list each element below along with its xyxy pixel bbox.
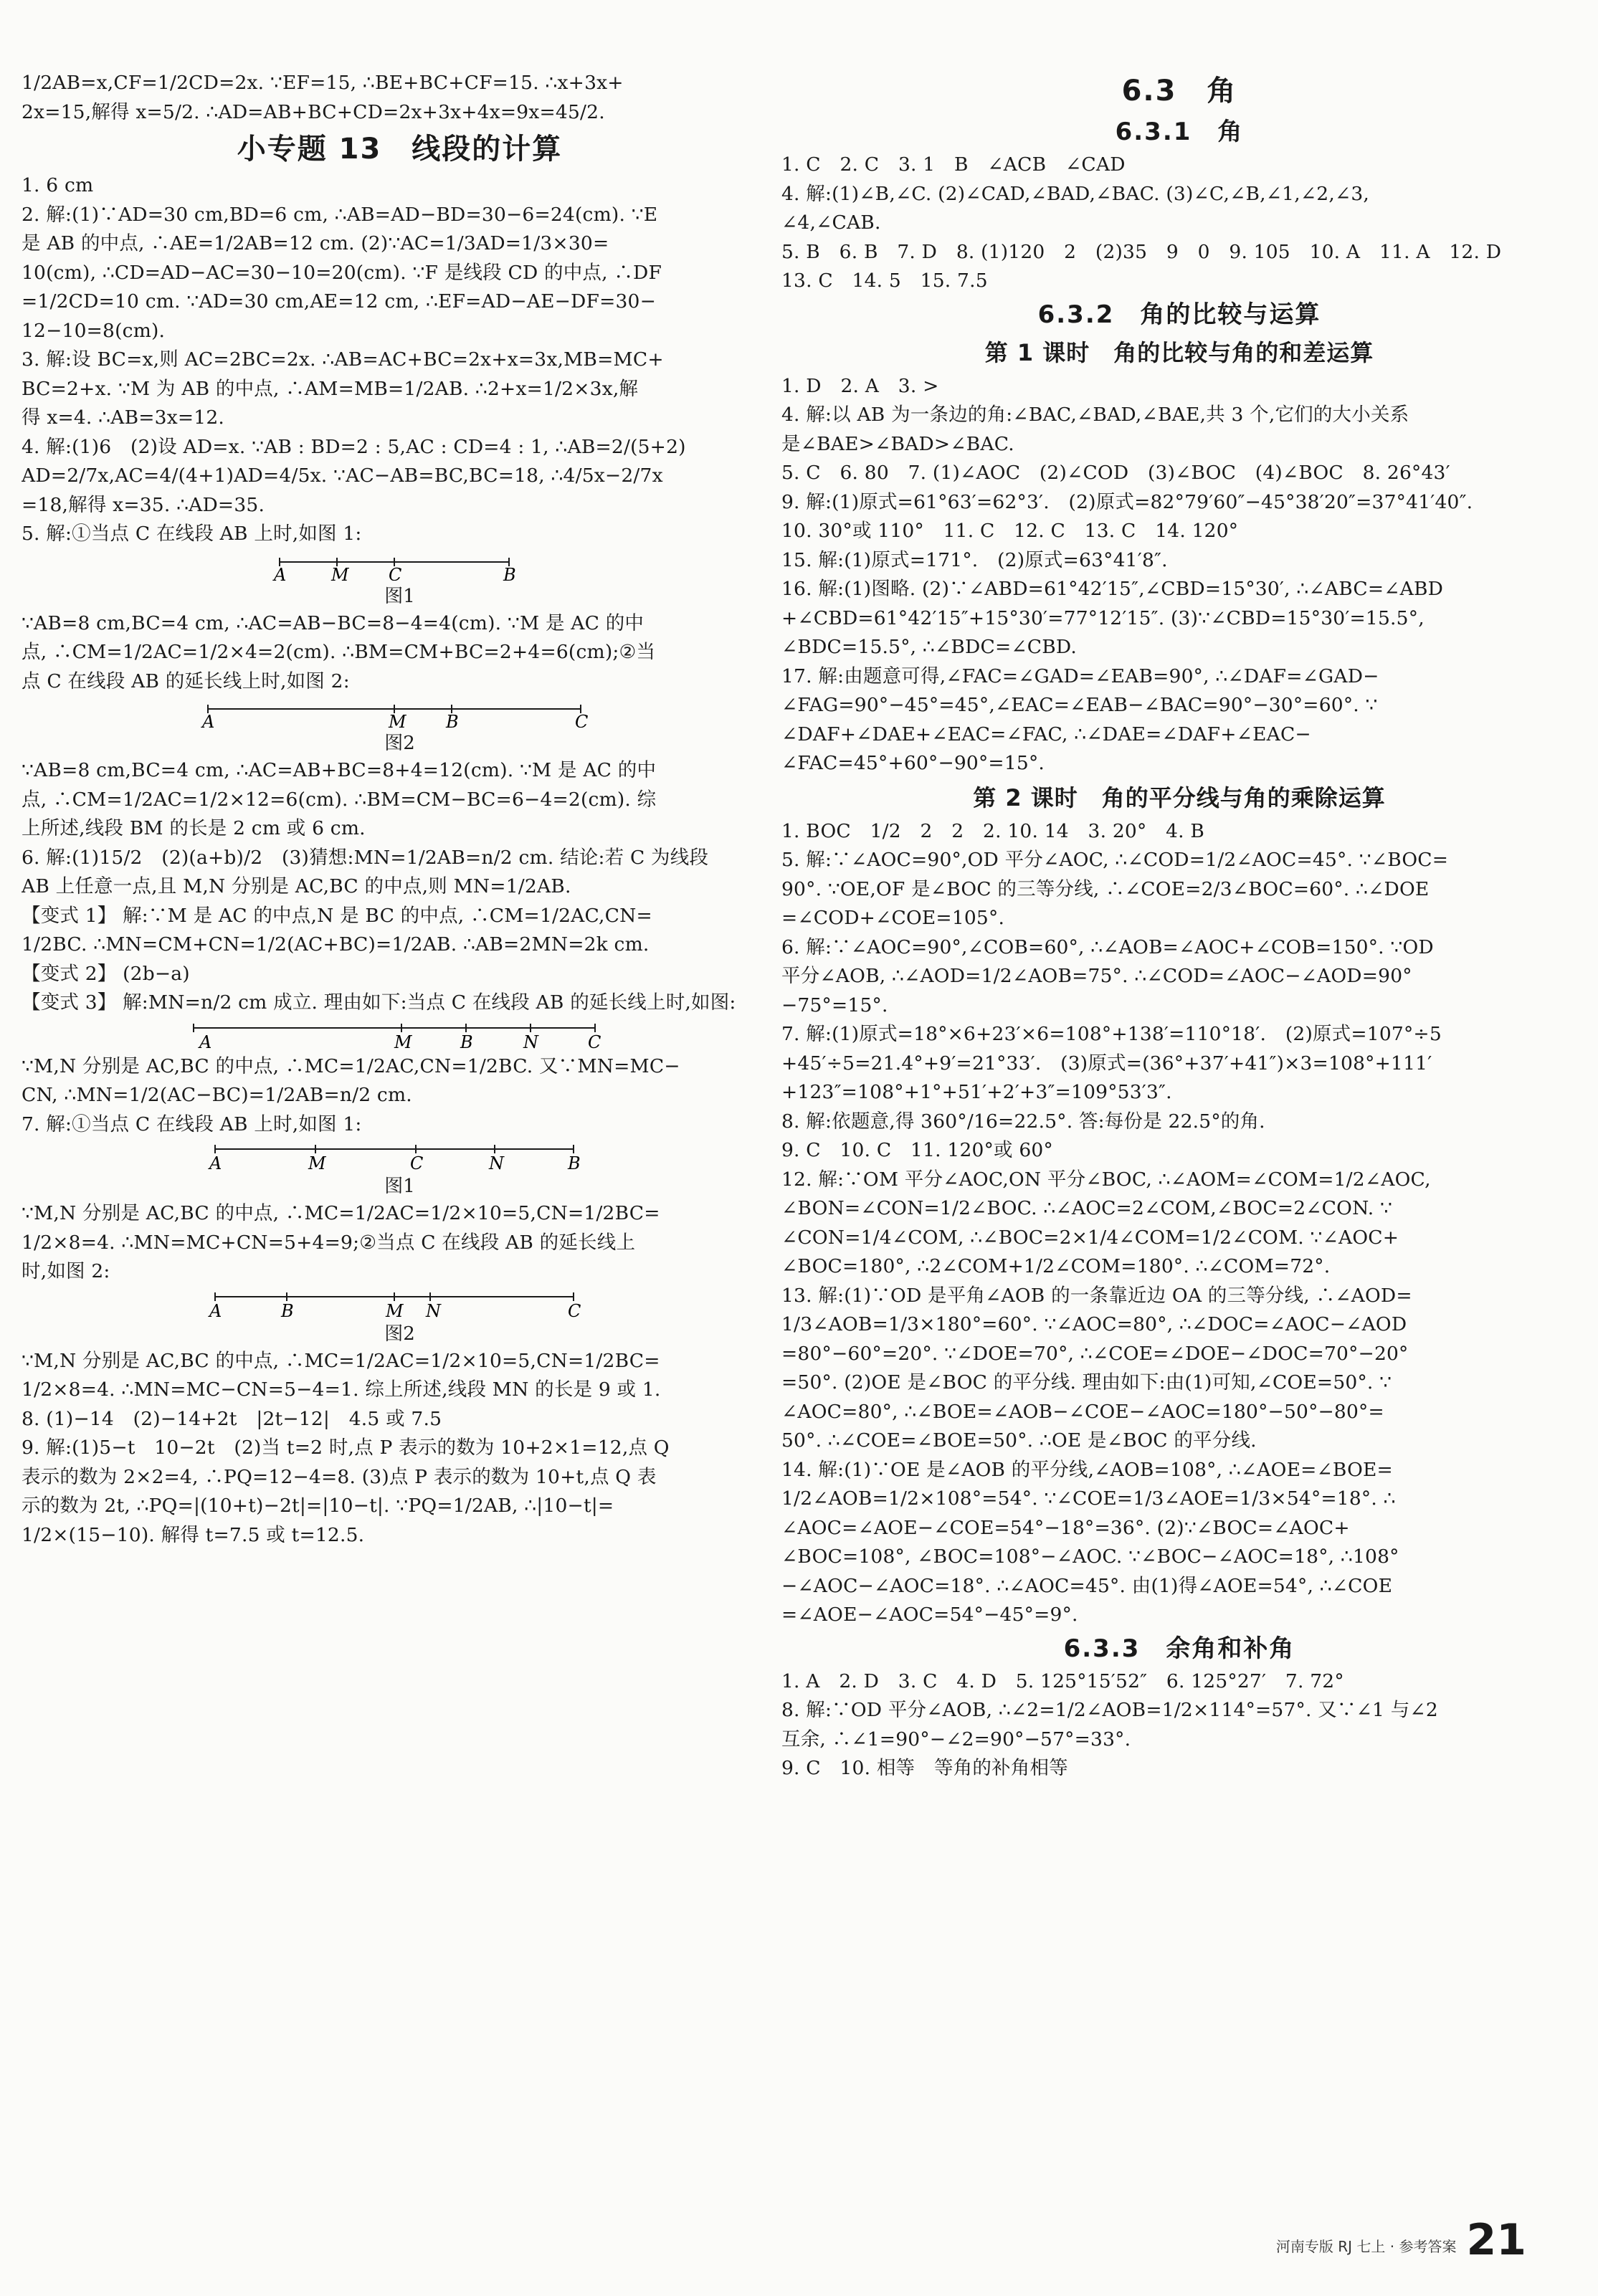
text-line: 是 AB 的中点, ∴AE=1/2AB=12 cm. (2)∵AC=1/3AD=1/3×30=: [22, 232, 609, 254]
point-label: M: [389, 712, 406, 728]
text-line: 【变式 1】 解:∵M 是 AC 的中点,N 是 BC 的中点, ∴CM=1/2AC,CN=: [22, 904, 652, 927]
text-line: 示的数为 2t, ∴PQ=|(10+t)−2t|=|10−t|. ∵PQ=1/2AB, ∴|10−t|=: [22, 1495, 614, 1517]
point-label: B: [568, 1153, 581, 1171]
text-line: 5. 解:∵∠AOC=90°,OD 平分∠AOC, ∴∠COD=1/2∠AOC=45°. ∵∠BOC=: [781, 849, 1449, 871]
text-line: 3. 解:设 BC=x,则 AC=2BC=2x. ∴AB=AC+BC=2x+x=3x,MB=MC+: [22, 348, 664, 371]
point-label: C: [568, 1300, 581, 1318]
lesson-title-1: 第 1 课时 角的比较与角的和差运算: [984, 338, 1374, 366]
text-line: 4. 解:(1)6 (2)设 AD=x. ∵AB : BD=2 : 5,AC : CD=4 : 1, ∴AB=2/(5+2): [22, 435, 686, 458]
text-line: 10(cm), ∴CD=AD−AC=30−10=20(cm). ∵F 是线段 CD 的中点, ∴DF: [22, 261, 662, 284]
answers-block-2: [22, 609, 778, 697]
text-line: 8. (1)−14 (2)−14+2t |2t−12| 4.5 或 7.5: [22, 1407, 442, 1430]
point-label: B: [460, 1032, 473, 1049]
text-line: ∠CON=1/4∠COM, ∴∠BOC=2×1/4∠COM=1/2∠COM. ∵∠AOC+: [781, 1226, 1399, 1249]
answers-block-6: [22, 1347, 778, 1550]
text-line: 1/2×(15−10). 解得 t=7.5 或 t=12.5.: [22, 1523, 365, 1546]
text-line: ∵M,N 分别是 AC,BC 的中点, ∴MC=1/2AC,CN=1/2BC. 又∵MN=MC−: [22, 1054, 680, 1077]
text-line: 表示的数为 2×2=4, ∴PQ=12−4=8. (3)点 P 表示的数为 10+t,点 Q 表: [22, 1465, 657, 1488]
figure-caption: 图1: [384, 1176, 415, 1197]
text-line: 90°. ∵OE,OF 是∠BOC 的三等分线, ∴∠COE=2/3∠BOC=60°. ∴∠DOE: [781, 877, 1430, 900]
text-line: ∠AOC=∠AOE−∠COE=54°−18°=36°. (2)∵∠BOC=∠AOC+: [781, 1516, 1350, 1539]
text-line: 6. 解:(1)15/2 (2)(a+b)/2 (3)猜想:MN=1/2AB=n/2 cm. 结论:若 C 为线段: [22, 846, 709, 869]
point-label: N: [489, 1153, 504, 1171]
text-line: 1/2×8=4. ∴MN=MC−CN=5−4=1. 综上所述,线段 MN 的长是 9 或 1.: [22, 1378, 661, 1401]
text-line: 14. 解:(1)∵OE 是∠AOB 的平分线,∠AOB=108°, ∴∠AOE=∠BOE=: [781, 1458, 1393, 1481]
point-label: C: [588, 1032, 601, 1049]
text-line: 1. A 2. D 3. C 4. D 5. 125°15′52″ 6. 125°27′ 7. 72°: [781, 1669, 1344, 1692]
text-line: 15. 解:(1)原式=171°. (2)原式=63°41′8″.: [781, 548, 1168, 571]
figure-caption: 图2: [384, 733, 415, 754]
answers-block-3: [22, 756, 778, 1018]
text-line: 8. 解:∵OD 平分∠AOB, ∴∠2=1/2∠AOB=1/2×114°=57°. 又∵∠1 与∠2: [781, 1699, 1438, 1721]
page-footer: [1275, 2215, 1526, 2265]
text-line: ∠BDC=15.5°, ∴∠BDC=∠CBD.: [781, 636, 1078, 658]
segment-figure-3: [22, 1021, 778, 1049]
section-title-topic-13: 小专题 13 线段的计算: [237, 133, 563, 166]
text-line: 17. 解:由题意可得,∠FAC=∠GAD=∠EAB=90°, ∴∠DAF=∠GAD−: [781, 664, 1379, 687]
text-line: =∠COD+∠COE=105°.: [781, 907, 1005, 929]
text-line: 2x=15,解得 x=5/2. ∴AD=AB+BC+CD=2x+3x+4x=9x=45/2.: [22, 100, 605, 123]
text-line: BC=2+x. ∵M 为 AB 的中点, ∴AM=MB=1/2AB. ∴2+x=1/2×3x,解: [22, 377, 639, 400]
text-line: 7. 解:(1)原式=18°×6+23′×6=108°+138′=110°18′. (2)原式=107°÷5: [781, 1023, 1442, 1045]
text-line: 1/2BC. ∴MN=CM+CN=1/2(AC+BC)=1/2AB. ∴AB=2MN=2k cm.: [22, 933, 650, 956]
text-line: ∵AB=8 cm,BC=4 cm, ∴AC=AB−BC=8−4=4(cm). ∵M 是 AC 的中: [22, 611, 645, 634]
lesson-title-2: 第 2 课时 角的平分线与角的乘除运算: [973, 783, 1386, 811]
point-label: A: [202, 712, 215, 728]
point-label: A: [209, 1300, 222, 1318]
point-label: C: [575, 712, 589, 728]
point-label: A: [209, 1153, 222, 1171]
text-line: 1/2×8=4. ∴MN=MC+CN=5+4=9;②当点 C 在线段 AB 的延长线上: [22, 1231, 636, 1254]
text-line: ∵M,N 分别是 AC,BC 的中点, ∴MC=1/2AC=1/2×10=5,CN=1/2BC=: [22, 1202, 660, 1224]
point-label: M: [394, 1032, 412, 1049]
text-line: 1/2AB=x,CF=1/2CD=2x. ∵EF=15, ∴BE+BC+CF=15. ∴x+3x+: [22, 72, 624, 94]
text-line: 1. D 2. A 3. >: [781, 374, 939, 397]
text-line: =80°−60°=20°. ∵∠DOE=70°, ∴∠COE=∠DOE−∠DOC=70°−20°: [781, 1342, 1409, 1365]
text-line: −75°=15°.: [781, 994, 888, 1016]
text-line: 【变式 2】 (2b−a): [22, 962, 190, 985]
point-label: N: [426, 1300, 441, 1318]
text-line: 6. 解:∵∠AOC=90°,∠COB=60°, ∴∠AOB=∠AOC+∠COB=150°. ∵OD: [781, 935, 1434, 958]
answers-block-r3: [781, 817, 1577, 1630]
text-line: 7. 解:①当点 C 在线段 AB 上时,如图 1:: [22, 1113, 362, 1135]
point-label: N: [523, 1032, 538, 1049]
segment-diagram: [22, 552, 778, 581]
text-line: 1. BOC 1/2 2 2 2. 10. 14 3. 20° 4. B: [781, 819, 1205, 842]
text-line: ∵M,N 分别是 AC,BC 的中点, ∴MC=1/2AC=1/2×10=5,CN=1/2BC=: [22, 1349, 660, 1372]
subsection-title-6-3-2: 6.3.2 角的比较与运算: [1037, 300, 1321, 329]
text-line: ∠BOC=180°, ∴2∠COM+1/2∠COM=180°. ∴∠COM=72°.: [781, 1255, 1331, 1277]
point-label: C: [389, 564, 402, 581]
figure-caption: 图1: [384, 585, 415, 607]
text-line: 1. 6 cm: [22, 174, 94, 196]
text-line: 12−10=8(cm).: [22, 319, 166, 342]
text-line: ∠BOC=108°, ∠BOC=108°−∠AOC. ∵∠BOC−∠AOC=18°, ∴108°: [781, 1545, 1399, 1568]
point-label: A: [274, 564, 287, 581]
text-line: +∠CBD=61°42′15″+15°30′=77°12′15″. (3)∵∠CBD=15°30′=15.5°,: [781, 606, 1425, 629]
answers-block-4: [22, 1052, 778, 1140]
text-line: 1/3∠AOB=1/3×180°=60°. ∵∠AOC=80°, ∴∠DOC=∠AOC−∠AOD: [781, 1313, 1407, 1335]
text-line: 5. B 6. B 7. D 8. (1)120 2 (2)35 9 0 9. 105 10. A 11. A 12. D: [781, 240, 1502, 263]
point-label: B: [503, 564, 516, 581]
point-label: M: [308, 1153, 326, 1171]
text-line: +45′÷5=21.4°+9′=21°33′. (3)原式=(36°+37′+41″)×3=108°+111′: [781, 1052, 1432, 1075]
text-line: AD=2/7x,AC=4/(4+1)AD=4/5x. ∵AC−AB=BC,BC=18, ∴4/5x−2/7x: [22, 465, 663, 487]
point-label: C: [410, 1153, 424, 1171]
subsection-title-6-3-1: 6.3.1 角: [1115, 118, 1244, 146]
left-column: [22, 69, 778, 2188]
point-label: M: [331, 564, 349, 581]
text-line: ∠4,∠CAB.: [781, 211, 881, 234]
text-line: CN, ∴MN=1/2(AC−BC)=1/2AB=n/2 cm.: [22, 1084, 412, 1106]
text-line: 点, ∴CM=1/2AC=1/2×4=2(cm). ∴BM=CM+BC=2+4=6(cm);②当: [22, 641, 656, 663]
text-line: 10. 30°或 110° 11. C 12. C 13. C 14. 120°: [781, 520, 1239, 542]
text-line: =50°. (2)OE 是∠BOC 的平分线. 理由如下:由(1)可知,∠COE=50°. ∵: [781, 1371, 1392, 1394]
text-line: =18,解得 x=35. ∴AD=35.: [22, 493, 265, 516]
text-line: 4. 解:(1)∠B,∠C. (2)∠CAD,∠BAD,∠BAC. (3)∠C,∠B,∠1,∠2,∠3,: [781, 182, 1370, 205]
text-line: +123″=108°+1°+51′+2′+3″=109°53′3″.: [781, 1081, 1172, 1103]
text-line: ∠AOC=80°, ∴∠BOE=∠AOB−∠COE−∠AOC=180°−50°−80°=: [781, 1400, 1384, 1423]
text-line: 12. 解:∵OM 平分∠AOC,ON 平分∠BOC, ∴∠AOM=∠COM=1/2∠AOC,: [781, 1168, 1431, 1191]
text-line: 1. C 2. C 3. 1 B ∠ACB ∠CAD: [781, 153, 1126, 176]
text-line: 8. 解:依题意,得 360°/16=22.5°. 答:每份是 22.5°的角.: [781, 1110, 1265, 1133]
text-line: 5. 解:①当点 C 在线段 AB 上时,如图 1:: [22, 523, 362, 545]
point-label: M: [386, 1300, 404, 1318]
text-line: −∠AOC−∠AOC=18°. ∴∠AOC=45°. 由(1)得∠AOE=54°, ∴∠COE: [781, 1574, 1393, 1597]
text-line: 上所述,线段 BM 的长是 2 cm 或 6 cm.: [22, 817, 366, 839]
segment-figure-4: [22, 1142, 778, 1171]
text-line: 5. C 6. 80 7. (1)∠AOC (2)∠COD (3)∠BOC (4)∠BOC 8. 26°43′: [781, 462, 1450, 484]
text-line: ∵AB=8 cm,BC=4 cm, ∴AC=AB+BC=8+4=12(cm). ∵M 是 AC 的中: [22, 759, 657, 781]
text-line: 4. 解:以 AB 为一条边的角:∠BAC,∠BAD,∠BAE,共 3 个,它们的大小关系: [781, 404, 1409, 426]
text-line: 1/2∠AOB=1/2×108°=54°. ∵∠COE=1/3∠AOE=1/3×54°=18°. ∴: [781, 1487, 1396, 1510]
text-line: 得 x=4. ∴AB=3x=12.: [22, 406, 225, 429]
segment-diagram: [22, 1142, 778, 1171]
text-line: ∠BON=∠CON=1/2∠BOC. ∴∠AOC=2∠COM,∠BOC=2∠CON. ∵: [781, 1197, 1393, 1219]
text-line: 13. C 14. 5 15. 7.5: [781, 270, 988, 292]
text-line: 平分∠AOB, ∴∠AOD=1/2∠AOB=75°. ∴∠COD=∠AOC−∠AOD=90°: [781, 965, 1412, 987]
continued-solution: [22, 69, 778, 127]
answers-block-r1: [781, 151, 1577, 296]
text-line: 是∠BAE>∠BAD>∠BAC.: [781, 432, 1014, 455]
text-line: 互余, ∴∠1=90°−∠2=90°−57°=33°.: [781, 1728, 1131, 1750]
text-line: AB 上任意一点,且 M,N 分别是 AC,BC 的中点,则 MN=1/2AB.: [22, 875, 571, 897]
text-line: 时,如图 2:: [22, 1260, 110, 1282]
text-line: 9. C 10. C 11. 120°或 60°: [781, 1139, 1053, 1161]
text-line: 50°. ∴∠COE=∠BOE=50°. ∴OE 是∠BOC 的平分线.: [781, 1429, 1257, 1452]
text-line: 9. 解:(1)5−t 10−2t (2)当 t=2 时,点 P 表示的数为 10+2×1=12,点 Q: [22, 1437, 670, 1459]
answers-block-1: [22, 171, 778, 549]
text-line: ∠FAG=90°−45°=45°,∠EAC=∠EAB−∠BAC=90°−30°=60°. ∵: [781, 694, 1378, 716]
text-line: 2. 解:(1)∵AD=30 cm,BD=6 cm, ∴AB=AD−BD=30−6=24(cm). ∵E: [22, 203, 658, 226]
subsection-title-6-3-3: 6.3.3 余角和补角: [1063, 1634, 1295, 1663]
point-label: B: [446, 712, 459, 728]
page-number: 21: [1466, 2215, 1526, 2265]
text-line: 9. 解:(1)原式=61°63′=62°3′. (2)原式=82°79′60″−45°38′20″=37°41′40″.: [781, 490, 1473, 513]
text-line: 9. C 10. 相等 等角的补角相等: [781, 1757, 1068, 1779]
point-label: A: [199, 1032, 212, 1049]
footer-label: 河南专版 RJ 七上 · 参考答案: [1275, 2238, 1457, 2255]
answers-block-r2: [781, 372, 1577, 778]
segment-diagram: [22, 1290, 778, 1318]
section-title-6-3: 6.3 角: [1121, 75, 1237, 108]
text-line: 【变式 3】 解:MN=n/2 cm 成立. 理由如下:当点 C 在线段 AB 的延长线上时,如图:: [22, 991, 736, 1014]
text-line: 点, ∴CM=1/2AC=1/2×12=6(cm). ∴BM=CM−BC=6−4=2(cm). 综: [22, 788, 657, 811]
text-line: ∠FAC=45°+60°−90°=15°.: [781, 752, 1045, 774]
segment-figure-1: [22, 552, 778, 581]
text-line: =∠AOE−∠AOC=54°−45°=9°.: [781, 1604, 1078, 1626]
segment-figure-2: [22, 699, 778, 728]
segment-diagram: [22, 1021, 778, 1049]
text-line: ∠DAF+∠DAE+∠EAC=∠FAC, ∴∠DAE=∠DAF+∠EAC−: [781, 723, 1311, 746]
answers-block-5: [22, 1199, 778, 1287]
figure-caption: 图2: [384, 1323, 415, 1345]
segment-diagram: [22, 699, 778, 728]
point-label: B: [281, 1300, 294, 1318]
answers-block-r4: [781, 1667, 1577, 1783]
text-line: 13. 解:(1)∵OD 是平角∠AOB 的一条靠近边 OA 的三等分线, ∴∠AOD=: [781, 1284, 1412, 1307]
segment-figure-5: [22, 1290, 778, 1318]
text-line: 16. 解:(1)图略. (2)∵∠ABD=61°42′15″,∠CBD=15°30′, ∴∠ABC=∠ABD: [781, 578, 1444, 600]
right-column: [781, 69, 1577, 2188]
text-line: 点 C 在线段 AB 的延长线上时,如图 2:: [22, 670, 350, 692]
text-line: =1/2CD=10 cm. ∵AD=30 cm,AE=12 cm, ∴EF=AD−AE−DF=30−: [22, 290, 657, 313]
